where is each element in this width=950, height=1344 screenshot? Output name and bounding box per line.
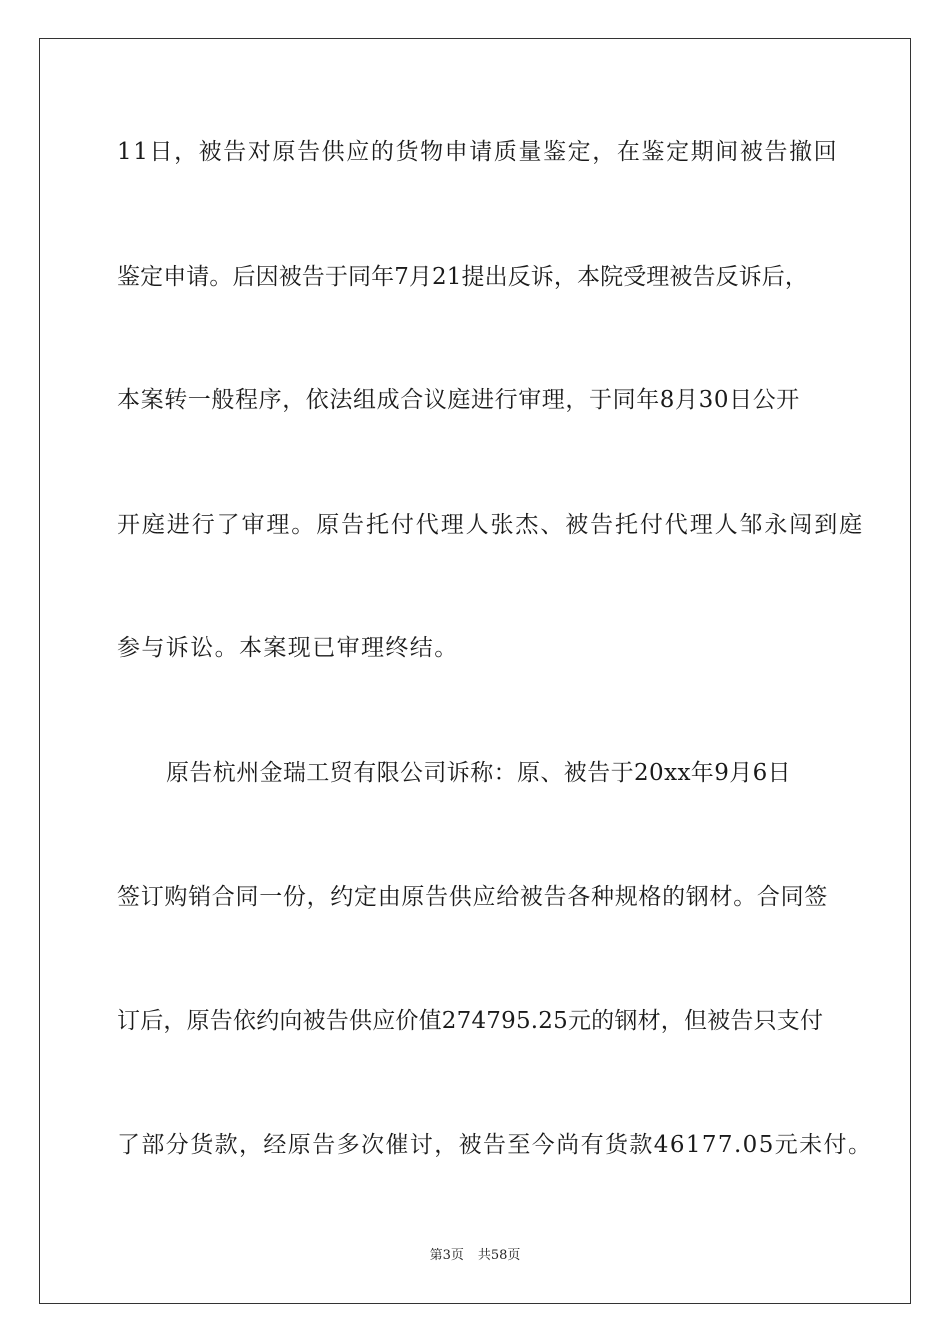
body-text-line: 11日，被告对原告供应的货物申请质量鉴定，在鉴定期间被告撤回 (117, 139, 839, 165)
body-text-line: 参与诉讼。本案现已审理终结。 (117, 635, 459, 661)
body-text-line: 鉴定申请。后因被告于同年7月21提出反诉，本院受理被告反诉后， (117, 264, 808, 290)
body-text-line: 签订购销合同一份，约定由原告供应给被告各种规格的钢材。合同签 (117, 884, 828, 910)
page-border (39, 38, 911, 1304)
body-text-line: 了部分货款，经原告多次催讨，被告至今尚有货款46177.05元未付。 (117, 1132, 873, 1158)
page-number: 第3页 (429, 1248, 464, 1263)
body-text-line: 开庭进行了审理。原告托付代理人张杰、被告托付代理人邹永闯到庭 (117, 512, 864, 538)
paragraph-first-line: 原告杭州金瑞工贸有限公司诉称：原、被告于20xx年9月6日 (166, 760, 792, 786)
body-text-line: 订后，原告依约向被告供应价值274795.25元的钢材，但被告只支付 (117, 1008, 824, 1034)
page-total: 共58页 (477, 1248, 521, 1263)
page-footer (0, 1247, 950, 1265)
body-text-line: 本案转一般程序，依法组成合议庭进行审理，于同年8月30日公开 (117, 387, 800, 413)
